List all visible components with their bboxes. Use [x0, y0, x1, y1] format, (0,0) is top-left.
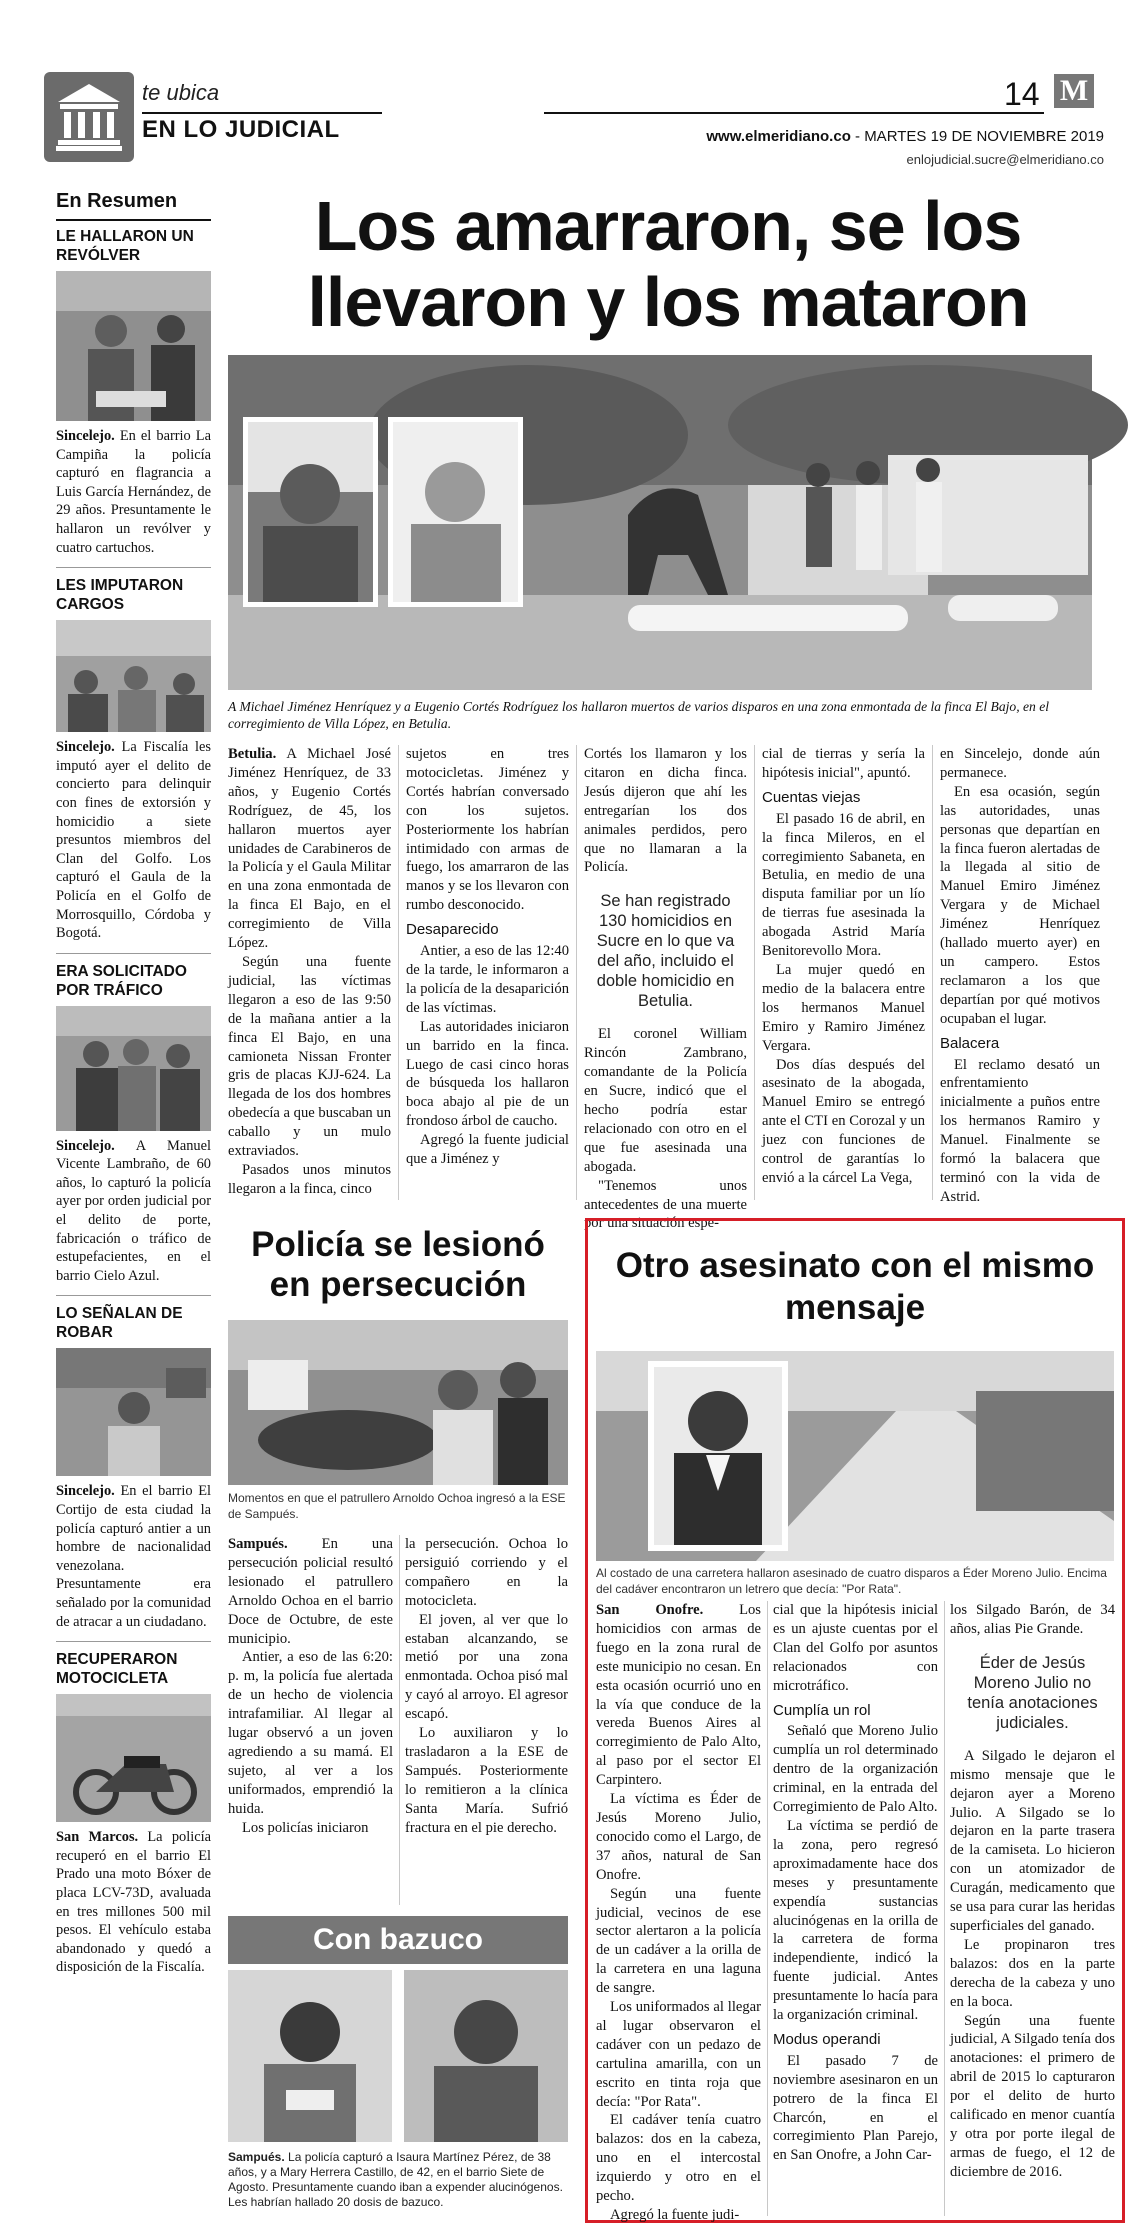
photo-caption: Momentos en que el patrullero Arnoldo Ochoa ingresó a la ESE de Sampués.	[228, 1491, 566, 1521]
brief-headline: LO SEÑALAN DE ROBAR	[56, 1305, 183, 1342]
sidebar-title: En Resumen	[56, 190, 211, 221]
bazuco-photos	[228, 1964, 568, 2144]
section-email[interactable]: enlojudicial.sucre@elmeridiano.co	[906, 152, 1104, 167]
column-rule	[398, 745, 399, 1200]
victim-photo	[388, 417, 523, 607]
column-rule	[932, 745, 933, 1200]
subheading: Balacera	[940, 1034, 1000, 1052]
article-column: cial de tierras y sería la hipótesis inicial", apuntó. Cuentas viejas El pasado 16 de abril, en la finca Mileros, en el corregimiento Sabaneta, en Betulia, en medio de una disputa familiar por un lío de tierras fue asesinada la abogada Astrid María Benitorevollo Mora. La mujer quedó en medio de la balacera entre los hermanos Manuel Emiro y Ramiro Jiménez Vergara. Dos días después del asesinato de la abogada, Manuel Emiro se entregó ante el CTI en Corozal y un juez con funciones de control de garantías lo envió a la cárcel La Vega,	[762, 746, 925, 1186]
subheading: Modus operandi	[773, 2030, 881, 2048]
sidebar-brief	[56, 1304, 211, 1631]
suspect-photo	[228, 1970, 392, 2142]
section-kicker: te ubica	[142, 80, 220, 105]
divider	[56, 953, 211, 954]
brief-headline: RECUPERARON MOTOCICLETA	[56, 1651, 178, 1688]
column-rule	[576, 745, 577, 1200]
dateline: San Onofre.	[596, 1602, 704, 1618]
brief-photo	[56, 1348, 211, 1476]
issue-date: - MARTES 19 DE NOVIEMBRE 2019	[850, 128, 1104, 145]
photo-caption: Al costado de una carretera hallaron asesinado de cuatro disparos a Éder Moreno Julio. Encima del cadáver encontraron un letrero que decía: "Por Rata".	[596, 1566, 1107, 1596]
pull-quote: Se han registrado 130 homicidios en Sucre en lo que va del año, incluido el doble homicidio en Betulia.	[596, 892, 735, 1011]
summary-sidebar	[56, 190, 211, 2200]
otro-photo	[596, 1351, 1114, 1561]
newspaper-logo: M	[1054, 74, 1094, 108]
brief-photo	[56, 1694, 211, 1822]
policia-headline: Policía se lesionó en persecución	[251, 1225, 545, 1304]
brief-text: Sincelejo. En el barrio El Cortijo de esta ciudad la policía capturó antier a un hombre de nacionalidad venezolana. Presuntamente era señalado por la comunidad de atracar a un ciudadano.	[56, 1483, 211, 1630]
photo-caption: A Michael Jiménez Henríquez y a Eugenio Cortés Rodríguez los hallaron muertos de varios disparos en una zona enmontada de la finca El Bajo, en el corregimiento de Villa López, en Betulia.	[228, 699, 1050, 731]
courthouse-icon	[44, 72, 134, 162]
article-column: Cortés los llamaron y los citaron en dicha finca. Jesús dijeron que ahí les entregarían los dos animales perdidos, pero que no llamaran a la Policía. Se han registrado 130 homicidios en Sucre en lo que va del año, incluido el doble homicidio en Betulia. El coronel William Rincón Zambrano, comandante de la Policía en Sucre, indicó que el hecho podría estar relacionado con otro en el que fue asesinada una abogada. "Tenemos unos antecedentes de una muerte por una situación espe-	[584, 746, 747, 1232]
suspect-photo	[404, 1970, 568, 2142]
victim-photo	[243, 417, 378, 607]
otro-asesinato-box	[585, 1218, 1125, 2223]
article-column: en Sincelejo, donde aún permanece. En esa ocasión, según las autoridades, unas personas que departían en la finca fueron alertadas de la llegada al sitio de Manuel Emiro Jiménez Vergara y de Michael Jiménez Henríquez (hallado muerto ayer) en un campero. Estos reclamaron a los que departían por qué motivos ocupaban el lugar. Balacera El reclamo desató un enfrentamiento inicialmente a puños entre los hermanos Ramiro y Manuel. Finalmente se formó la balacera que terminó con la vida de Astrid.	[940, 746, 1100, 1205]
column-rule	[399, 1535, 400, 1905]
website-link[interactable]: www.elmeridiano.co	[706, 128, 851, 145]
divider	[56, 1295, 211, 1296]
dateline	[706, 128, 1104, 145]
dateline: Betulia.	[228, 746, 277, 762]
subheading: Cuentas viejas	[762, 788, 861, 806]
bazuco-headline: Con bazuco	[228, 1916, 568, 1964]
column-rule	[754, 745, 755, 1200]
pull-quote: Éder de Jesús Moreno Julio no tenía anotaciones judiciales.	[967, 1653, 1098, 1732]
dateline: Sampués.	[228, 1536, 288, 1552]
article-column: San Onofre. Los homicidios con armas de fuego en la zona rural de este municipio no cesan. En esta ocasión ocurrió uno en la vía que conduce de la vereda Buenos Aires al corregimiento de Palo Alto, al paso por el sector El Carpintero. La víctima es Éder de Jesús Moreno Julio, conocido como el Largo, de 37 años, natural de San Onofre. Según una fuente judicial, vecinos de ese sector alertaron a la policía de un cadáver a la orilla de la carretera en una laguna de sangre. Los uniformados al llegar al lugar observaron el cadáver con un pedazo de cartulina amarilla, con un escrito en tinta roja que decía: "Por Rata". El cadáver tenía cuatro balazos: dos en la cabeza, uno en el intercostal izquierdo y otro en el pecho. Agregó la fuente judi-	[596, 1602, 761, 2223]
bazuco-brief	[228, 1916, 568, 2209]
article-column: sujetos en tres motocicletas. Jiménez y Cortés habrían conversado con los sujetos. Posteriormente los habrían intimidado con armas de fuego, los amarraron de las manos y se los llevaron con rumbo desconocido. Desaparecido Antier, a eso de las 12:40 de la tarde, le informaron a la policía de la desaparición de las víctimas. Las autoridades iniciaron un barrido en la finca. Luego de casi cinco horas de búsqueda los hallaron boca abajo al pie de un frondoso árbol de caucho. Agregó la fuente judicial que a Jiménez y	[406, 746, 569, 1168]
subheading: Cumplía un rol	[773, 1701, 871, 1719]
subheading: Desaparecido	[406, 921, 499, 939]
brief-photo	[56, 1006, 211, 1131]
brief-photo	[56, 620, 211, 732]
brief-text: Sincelejo. A Manuel Vicente Lambraño, de 60 años, lo capturó la policía ayer por orden judicial por el delito de porte, fabricación o tráfico de estupefacientes, en el barrio Cielo Azul.	[56, 1137, 211, 1284]
photo-caption: Sampués. La policía capturó a Isaura Martínez Pérez, de 38 años, y a Mary Herrera Castillo, de 42, en el barrio Siete de Agosto. Presuntamente cuando iban a expender alucinógenos. Les habrían hallado 20 dosis de bazuco.	[228, 2150, 563, 2209]
article-column: Sampués. En una persecución policial resultó lesionado el patrullero Arnoldo Ochoa en el barrio Doce de Octubre, de este municipio. Antier, a eso de las 6:20: p. m, la policía fue alertada de un hecho de violencia intrafamiliar. Al llegar al lugar observó a un joven agrediendo a su mamá. El sujeto, al ver a los uniformados, emprendió la huida. Los policías iniciaron	[228, 1536, 393, 1836]
article-column: los Silgado Barón, de 34 años, alias Pie Grande. Éder de Jesús Moreno Julio no tenía anotaciones judiciales. A Silgado le dejaron el mismo mensaje que le dejaron ayer a Moreno Julio. A Silgado se lo dejaron en la parte trasera de la camiseta. Lo hicieron con un atomizador de Curagán, medicamento que se usa para curar las heridas superficiales del ganado. Le propinaron tres balazos: dos en la parte derecha de la cabeza y uno en la boca. Según una fuente judicial, A Silgado tenía dos anotaciones: el primero de abril de 2015 lo capturaron por el delito de hurto calificado en menor cuantía y otra por porte ilegal de armas de fuego, el 12 de diciembre de 2016.	[950, 1602, 1115, 2180]
brief-photo	[56, 271, 211, 421]
section-title: EN LO JUDICIAL	[142, 116, 340, 143]
brief-text: Sincelejo. La Fiscalía les imputó ayer el delito de concierto para delinquir con fines de extorsión y homicidio a siete presuntos miembros del Clan del Golfo. Los capturó el Gaula de la Policía en el Golfo de Morrosquillo, Córdoba y Bogotá.	[56, 739, 211, 942]
header-rule	[544, 112, 1044, 114]
column-rule	[767, 1601, 768, 2216]
article-column: cial que la hipótesis inicial es un ajuste cuentas por el Clan del Golfo por asuntos relacionados con microtráfico. Cumplía un rol Señaló que Moreno Julio cumplía un rol determinado dentro de la organización criminal, en la entrada del Corregimiento de Palo Alto. La víctima se perdió de la zona, pero regresó aproximadamente hace dos meses y presuntamente expendía sustancias alucinógenas en la orilla de la carretera de forma independiente, indicó la fuente judicial. Antes presuntamente lo hacía para la organización criminal. Modus operandi El pasado 7 de noviembre asesinaron en un potrero de la finca El Charcón, en el corregimiento Plan Parejo, en San Onofre, a John Car-	[773, 1602, 938, 2164]
page-number: 14	[1004, 76, 1040, 112]
sidebar-brief	[56, 227, 211, 557]
brief-text: Sincelejo. En el barrio La Campiña la policía capturó en flagrancia a Luis García Hernández, de 29 años. Presuntamente le hallaron un revólver y cuatro cartuchos.	[56, 428, 211, 556]
article-column: la persecución. Ochoa lo persiguió corriendo y el compañero en la motocicleta. El joven, al ver que lo estaban alcanzando, se metió por una zona enmontada. Ochoa pisó mal y cayó al arroyo. El agresor escapó. Lo auxiliaron y lo trasladaron a la ESE de Sampués. Posteriormente lo remitieron a la clínica Santa María. Sufrió fractura en el pie derecho.	[405, 1536, 568, 1836]
brief-text: San Marcos. La policía recuperó en el barrio El Prado una moto Bóxer de placa LCV-73D, avaluada en tres millones 500 mil pesos. El vehículo estaba abandonado y quedó a disposición de la Fiscalía.	[56, 1829, 211, 1976]
brief-headline: LES IMPUTARON CARGOS	[56, 577, 184, 614]
column-rule	[944, 1601, 945, 2216]
policia-photo	[228, 1320, 568, 1485]
main-headline: Los amarraron, se los llevaron y los mataron	[307, 187, 1029, 341]
sidebar-brief	[56, 962, 211, 1286]
sidebar-brief	[56, 576, 211, 943]
article-column: Betulia. A Michael José Jiménez Henríquez, de 33 años, y Eugenio Cortés Rodríguez, de 45, los hallaron muertos ayer unidades de Carabineros de la Policía y el Gaula Militar en una zona enmontada de la finca El Bajo, en el corregimiento de Villa López. Según una fuente judicial, las víctimas llegaron a eso de las 9:50 de la mañana antier a la finca El Bajo, en una camioneta Nissan Fronter gris de placas KJJ-624. La llegada de los dos hombres obedecía a que buscaban un caballo y un mulo extraviados. Pasados unos minutos llegaron a la finca, cinco	[228, 746, 391, 1197]
brief-headline: LE HALLARON UN REVÓLVER	[56, 228, 194, 264]
otro-headline: Otro asesinato con el mismo mensaje	[615, 1246, 1095, 1327]
divider	[56, 567, 211, 568]
header-rule	[142, 112, 382, 114]
brief-headline: ERA SOLICITADO POR TRÁFICO	[56, 962, 187, 999]
divider	[56, 1641, 211, 1642]
main-photo	[228, 355, 1092, 690]
sidebar-brief	[56, 1650, 211, 1977]
page-header	[44, 72, 1104, 180]
